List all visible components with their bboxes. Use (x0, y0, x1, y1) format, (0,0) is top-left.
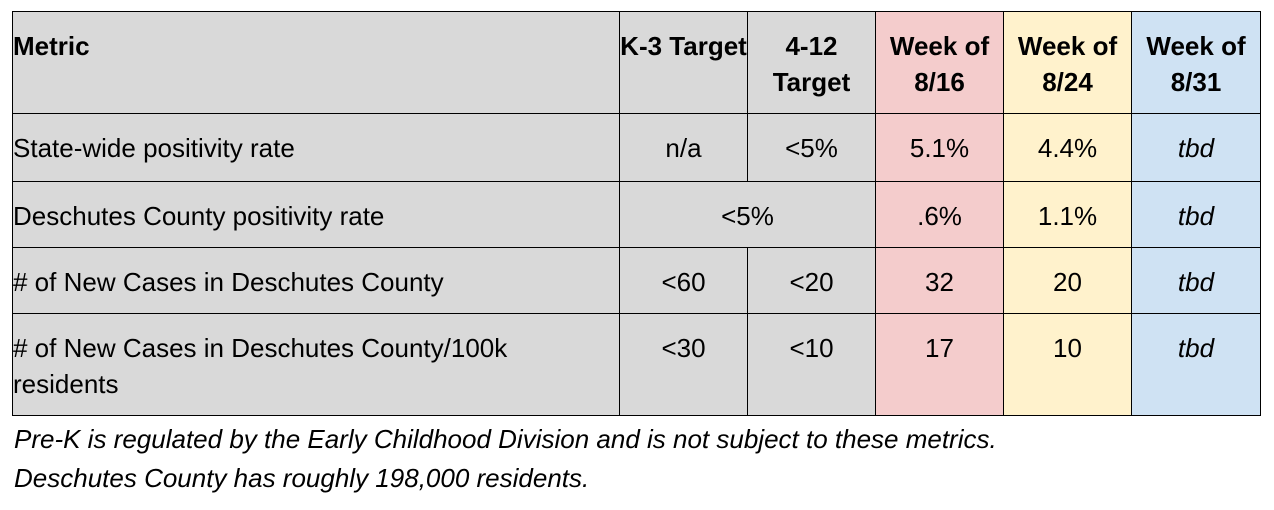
week-8-31-cell: tbd (1132, 114, 1261, 182)
week-8-24-cell: 10 (1004, 314, 1132, 416)
header-week-8-24: Week of 8/24 (1004, 12, 1132, 114)
header-k3-target: K-3 Target (620, 12, 748, 114)
table-row (13, 182, 1261, 248)
4-12-target-cell: <5% (748, 114, 876, 182)
week-8-24-cell: 4.4% (1004, 114, 1132, 182)
week-8-31-cell: tbd (1132, 248, 1261, 314)
table-row (13, 314, 1261, 416)
footnote-pre-k: Pre-K is regulated by the Early Childhood Division and is not subject to these metrics. (14, 424, 997, 454)
week-8-31-cell: tbd (1132, 182, 1261, 248)
week-8-16-cell: 32 (876, 248, 1004, 314)
week-8-24-cell: 20 (1004, 248, 1132, 314)
week-8-16-cell: 17 (876, 314, 1004, 416)
header-row (13, 12, 1261, 114)
metrics-document (12, 11, 1260, 498)
footnotes (12, 420, 1260, 498)
table-row (13, 114, 1261, 182)
header-week-8-31: Week of 8/31 (1132, 12, 1261, 114)
week-8-24-cell: 1.1% (1004, 182, 1132, 248)
header-week-8-16: Week of 8/16 (876, 12, 1004, 114)
metric-cell: # of New Cases in Deschutes County/100k residents (13, 314, 620, 416)
combined-target-cell: <5% (620, 182, 876, 248)
metric-cell: # of New Cases in Deschutes County (13, 248, 620, 314)
k3-target-cell: <60 (620, 248, 748, 314)
week-8-31-cell: tbd (1132, 314, 1261, 416)
week-8-16-cell: 5.1% (876, 114, 1004, 182)
metrics-table (12, 11, 1261, 416)
4-12-target-cell: <10 (748, 314, 876, 416)
4-12-target-cell: <20 (748, 248, 876, 314)
header-metric: Metric (13, 12, 620, 114)
k3-target-cell: <30 (620, 314, 748, 416)
footnote-residents: Deschutes County has roughly 198,000 residents. (14, 463, 590, 493)
header-4-12-target: 4-12 Target (748, 12, 876, 114)
metric-cell: State-wide positivity rate (13, 114, 620, 182)
week-8-16-cell: .6% (876, 182, 1004, 248)
k3-target-cell: n/a (620, 114, 748, 182)
metric-cell: Deschutes County positivity rate (13, 182, 620, 248)
table-row (13, 248, 1261, 314)
